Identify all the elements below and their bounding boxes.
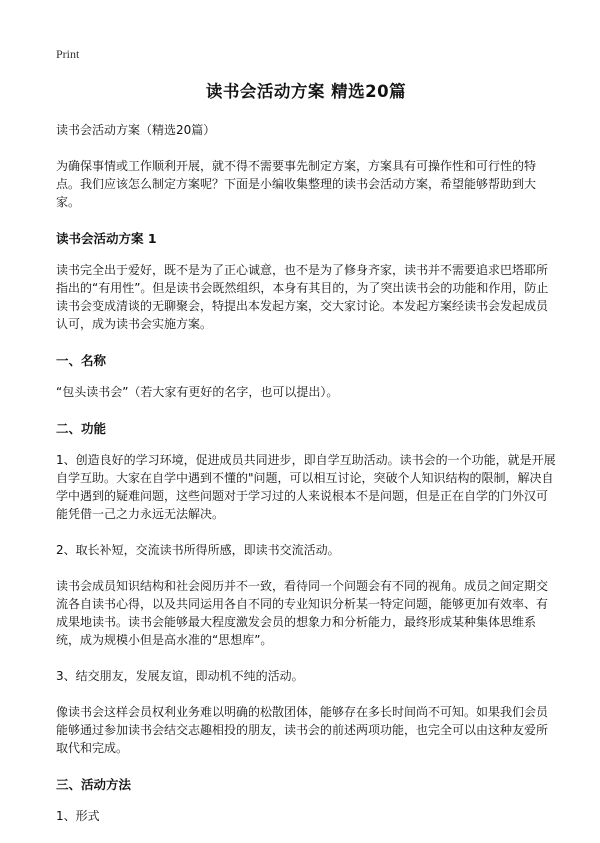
function-2-paragraph: 读书会成员知识结构和社会阅历并不一致，看待同一个问题会有不同的视角。成员之间定期交流各自读书心得，以及共同运用各自不同的专业知识分析某一特定问题，能够更加有效率、有成果地读书。读书会能够最大程度激发会员的想象力和分析能力，最终形成某种集体思维系统，成为规模小但是高水准的“思想库”。 [56, 579, 549, 647]
function-2-item: 2、取长补短，交流读书所得所感，即读书交流活动。 [56, 543, 340, 557]
function-3-paragraph: 像读书会这样会员权利业务难以明确的松散团体，能够存在多长时间尚不可知。如果我们会员能够通过参加读书会结交志趣相投的朋友，读书会的前述两项功能，也完全可以由这种友爱所取代和完成。 [56, 705, 549, 755]
heading-function: 二、功能 [56, 421, 107, 436]
function-3-item: 3、结交朋友，发展友谊，即动机不纯的活动。 [56, 669, 304, 683]
intro-paragraph: 为确保事情或工作顺利开展，就不得不需要事先制定方案，方案具有可操作性和可行性的特点。我们应该怎么制定方案呢？下面是小编收集整理的读书会活动方案，希望能够帮助到大家。 [56, 159, 537, 209]
method-1-item: 1、形式 [56, 809, 100, 823]
heading-method: 三、活动方法 [56, 777, 132, 792]
document-body [56, 78, 556, 843]
section-heading-plan-1: 读书会活动方案 1 [56, 231, 157, 246]
print-label[interactable]: Print [56, 47, 80, 61]
heading-name: 一、名称 [56, 353, 107, 368]
name-paragraph: “包头读书会”（若大家有更好的名字，也可以提出）。 [56, 385, 339, 399]
plan-1-paragraph: 读书完全出于爱好，既不是为了正心诚意，也不是为了修身齐家，读书并不需要追求巴塔耶所指出的“有用性”。但是读书会既然组织，本身有其目的，为了突出读书会的功能和作用，防止读书会变成清谈的无聊聚会，特提出本发起方案，交大家讨论。本发起方案经读书会发起成员认可，成为读书会实施方案。 [56, 263, 549, 331]
function-1-paragraph: 1、创造良好的学习环境，促进成员共同进步，即自学互助活动。读书会的一个功能，就是开展自学互助。大家在自学中遇到不懂的"问题，可以相互讨论，突破个人知识结构的限制，解决自学中遇到的疑难问题，这些问题对于学习过的人来说根本不是问题，但是正在自学的门外汉可能凭借一己之力永远无法解决。 [56, 453, 556, 521]
page-title: 读书会活动方案 精选20篇 [205, 82, 407, 101]
subtitle: 读书会活动方案（精选20篇） [56, 123, 216, 137]
